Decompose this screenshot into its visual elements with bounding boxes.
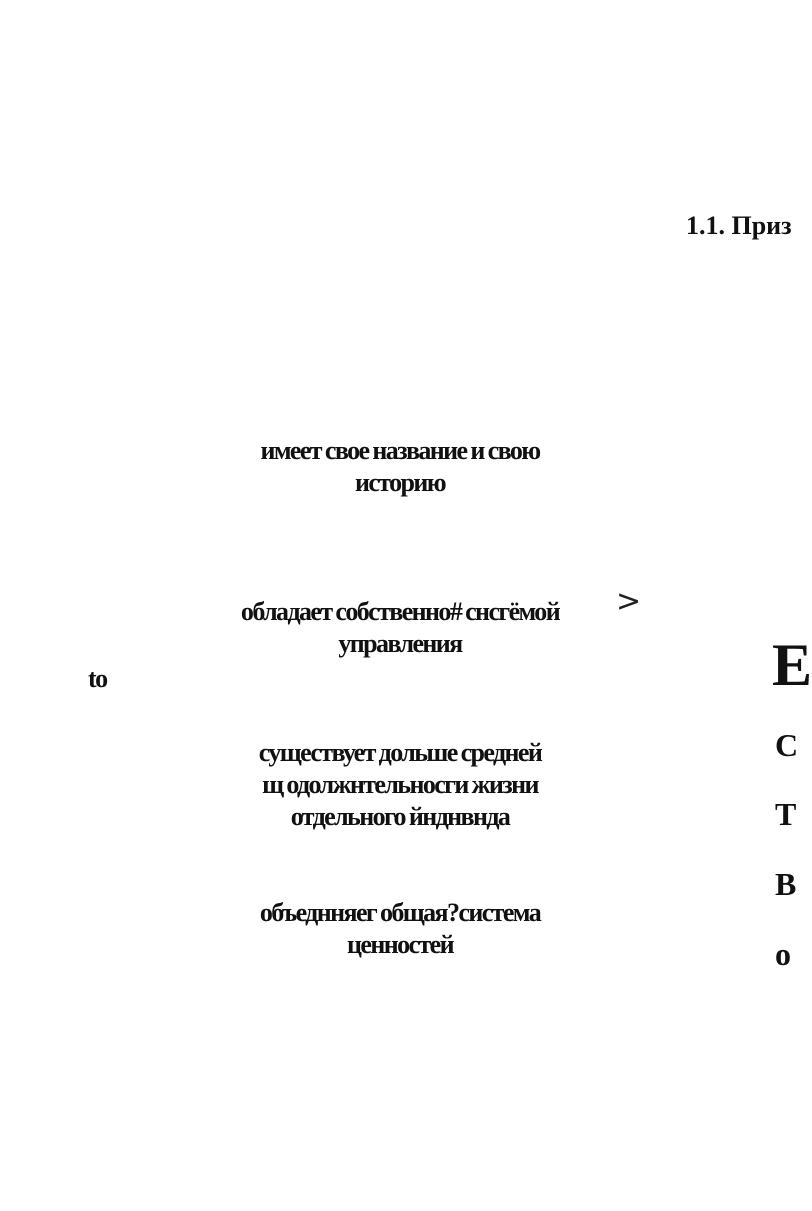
arrow-glyph: > — [616, 584, 642, 619]
feature-line: ценностей — [347, 930, 453, 959]
feature-line: историю — [354, 468, 446, 497]
feature-line: имеет свое название и свою — [260, 436, 540, 465]
feature-item-value-system — [200, 897, 600, 961]
section-heading: 1.1. Приз — [686, 211, 792, 240]
feature-line: щ одолжнтельносги жизни — [262, 770, 538, 799]
feature-item-lifespan — [200, 737, 600, 833]
feature-line: объеднняег общая?система — [259, 898, 541, 927]
vertical-letter: В — [775, 866, 797, 902]
vertical-letter: Т — [775, 796, 797, 832]
feature-line: обладает собственно# снсгёмой — [240, 597, 560, 626]
left-margin-text: to — [88, 664, 107, 693]
feature-line: существует дольше средней — [258, 738, 542, 767]
vertical-letter: Е — [772, 632, 812, 698]
vertical-letter: С — [775, 727, 799, 763]
feature-line: отдельного йнднвнда — [290, 802, 510, 831]
feature-item-name-history — [200, 435, 600, 499]
feature-item-management-system — [200, 596, 600, 660]
feature-line: управления — [338, 629, 462, 658]
vertical-letter: о — [775, 936, 791, 972]
